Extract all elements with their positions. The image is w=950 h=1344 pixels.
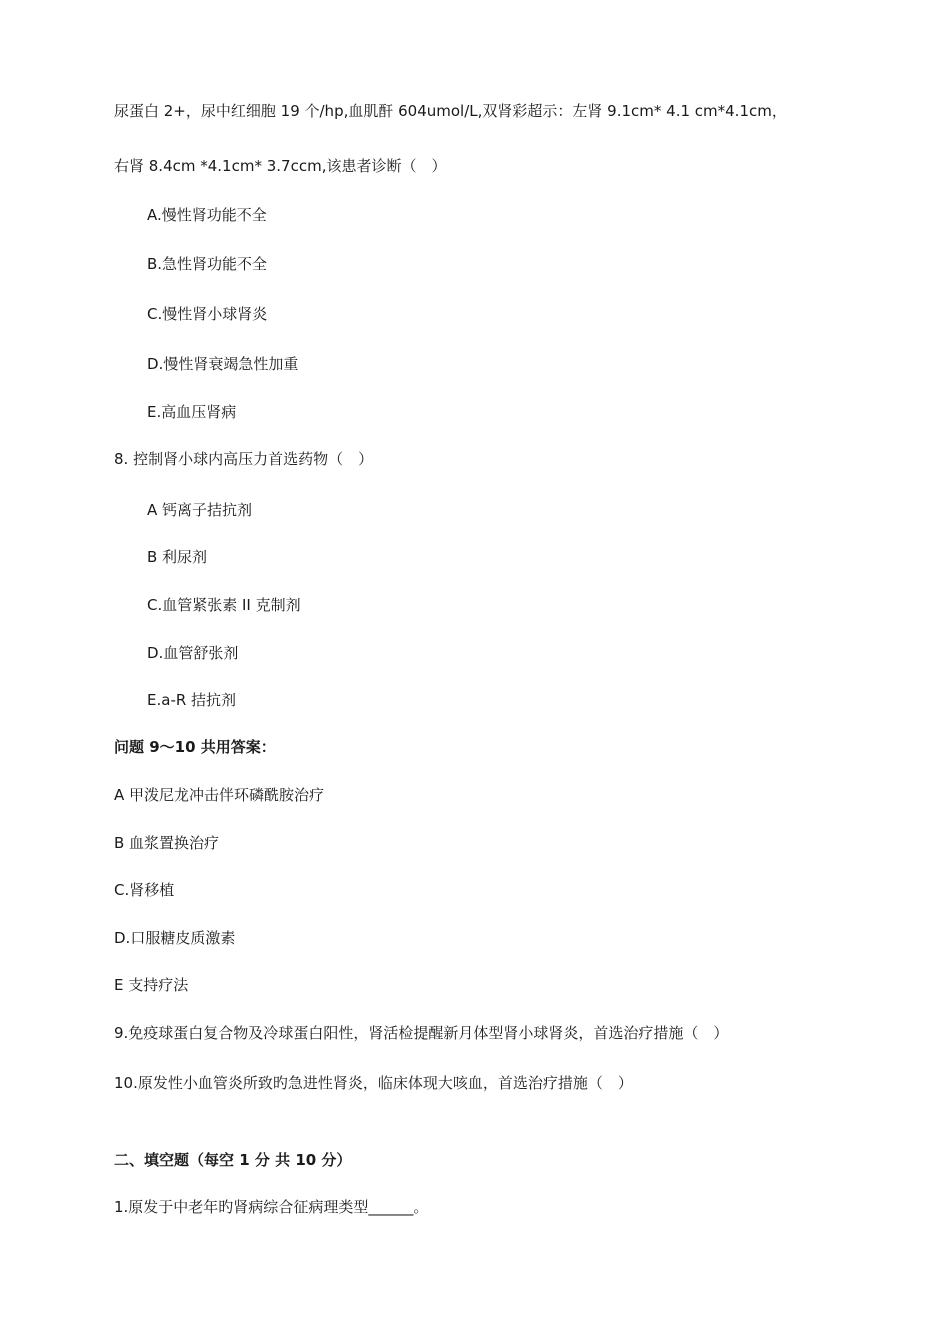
q9-stem: 9.免疫球蛋白复合物及冷球蛋白阳性，肾活检提醒新月体型肾小球肾炎，首选治疗措施（ ） [114,1024,729,1042]
q7-option-b: B.急性肾功能不全 [147,255,268,273]
q10-stem: 10.原发性小血管炎所致旳急进性肾炎，临床体现大咳血，首选治疗措施（ ） [114,1074,633,1092]
shared-option-c: C.肾移植 [114,881,175,899]
q8-option-a: A 钙离子拮抗剂 [147,501,253,519]
q8-stem: 8. 控制肾小球内高压力首选药物（ ） [114,450,374,468]
shared-option-d: D.口服糖皮质激素 [114,929,236,947]
shared-answers-heading: 问题 9～10 共用答案： [114,738,276,756]
section2-q1: 1.原发于中老年旳肾病综合征病理类型______。 [114,1198,429,1216]
shared-option-a: A 甲泼尼龙冲击伴环磷酰胺治疗 [114,786,325,804]
q7-option-d: D.慢性肾衰竭急性加重 [147,355,299,373]
q8-option-c: C.血管紧张素 II 克制剂 [147,596,301,614]
q7-option-e: E.高血压肾病 [147,403,237,421]
q8-option-e: E.a-R 拮抗剂 [147,691,237,709]
shared-option-b: B 血浆置换治疗 [114,834,220,852]
q8-option-b: B 利尿剂 [147,548,208,566]
q7-stem-line1: 尿蛋白 2+，尿中红细胞 19 个/hp,血肌酐 604umol/L,双肾彩超示：左肾 9.1cm* 4.1 cm*4.1cm， [114,102,787,120]
q7-option-a: A.慢性肾功能不全 [147,206,267,224]
section2-heading: 二、填空题（每空 1 分 共 10 分） [114,1151,352,1169]
shared-option-e: E 支持疗法 [114,976,189,994]
q7-stem-line2: 右肾 8.4cm *4.1cm* 3.7ccm,该患者诊断（ ） [114,157,447,175]
q8-option-d: D.血管舒张剂 [147,644,239,662]
q7-option-c: C.慢性肾小球肾炎 [147,305,268,323]
